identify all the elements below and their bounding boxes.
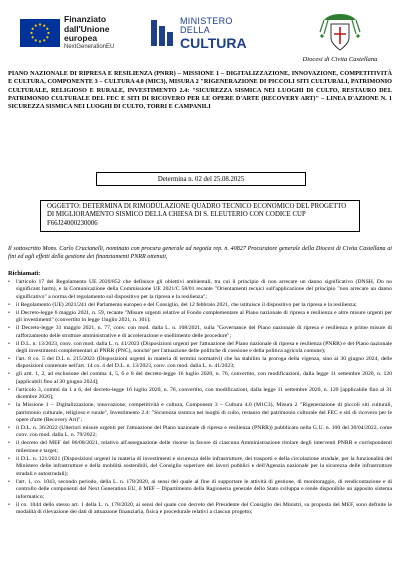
recalled-item-text: il co. 1044 dello stesso art. 1 della L. n. 178/2020, ai sensi del quale con decreto del Presidente del Consiglio dei Ministri, su proposta del MEF, sono definite le modalità di rilevazione dei dati di attuazione finanziaria, fisica e procedurale relativi a ciascun progetto; [16,501,392,515]
bullet-icon: • [8,356,10,363]
bullet-icon: • [8,440,10,447]
bullet-icon: • [8,455,10,462]
eu-flag-icon [20,19,60,47]
recalled-item-text: l'art. 1, co. 1043, secondo periodo, della L. n. 178/2020, ai sensi del quale al fine di supportare le attività di gestione, di monitoraggio, di rendicontazione e di controllo delle componenti del Next Generation EU, il MEF – Dipartimento della Ragioneria generale dello Stato sviluppa e rende disponibile un apposito sistema informatico; [16,478,392,500]
recalled-item-text: l'articolo 3, commi da 1 a 6, del decreto-legge 16 luglio 2020, n. 76, convertito, con modificazioni, dalla legge 11 settembre 2020, n. 120 [applicabile fino al 31 dicembre 2026]; [16,386,392,401]
bullet-icon: • [8,425,10,432]
document-header [0,10,400,62]
recalled-item [8,356,392,371]
bullet-icon: • [8,501,10,508]
recalled-item-text: il Decreto-legge 31 maggio 2021, n. 77, conv. con mod. dalla L. n. 108/2021, sulla "Governance del Piano nazionale di ripresa e resilienza e prime misure di rafforzamento delle strutture amministrative e di accelerazione e snellimento delle procedure"; [16,325,392,339]
bullet-icon: • [8,301,10,308]
eu-funding-logo [20,14,130,52]
recalled-item [8,502,392,517]
ministry-logo-line3: CULTURA [180,34,247,51]
ministry-logo-line1: MINISTERO [180,15,233,26]
eu-star [32,36,34,38]
recalled-heading: Richiamati: [8,270,41,277]
recalled-item [8,402,392,424]
determination-number: Determina n. 02 del 25.08.2025 [96,172,306,186]
recalled-item [8,387,392,402]
ministry-culture-logo [150,14,270,52]
document-title: PIANO NAZIONALE DI RIPRESA E RESILIENZA (PNRR) – MISSIONE 1 – DIGITALIZZAZIONE, INNOVAZIONE, COMPETITIVITÀ E CULTURA, COMPONENTE 3 – CULTURA 4.0 (MIC3), MISURA 2 "RIGENERAZIONE DI PICCOLI SITI CULTURALI, PATRIMONIO CULTURALE, RELIGIOSO E RURALE, INVESTIMENTO 2.4: "SICUREZZA SISMICA NEI LUOGHI DI CULTO, RESTAURO DEL PATRIMONIO CULTURALE DEL FEC E SITI DI RICOVERO PER LE OPERE D'ARTE (RECOVERY ART)" – LINEA D'AZIONE N. 1 SICUREZZA SISMICA NEI LUOGHI DI CULTO, TORRI E CAMPANILI [8,70,392,110]
eu-star [43,25,45,27]
recalled-item-text: gli artt. 1, 2, ad esclusione del comma 4, 5, 6 e 8 del decreto-legge 16 luglio 2020, n. 76, convertito, con modificazioni, dalla legge 11 settembre 2020, n. 120 [applicabili fino al 30 giugno 2024]; [16,371,392,385]
bullet-icon: • [8,402,10,409]
eu-star [46,36,48,38]
subject-box: OGGETTO: DETERMINA DI RIMODULAZIONE QUADRO TECNICO ECONOMICO DEL PROGETTO DI MIGLIORAMENTO SISMICO DELLA CHIESA DI S. ELEUTERIO CON CODICE CUP F66J24000230006 [40,200,360,232]
bullet-icon: • [8,371,10,378]
recalled-item-text: l'art. 8 co. 5 del D.L n. 215/2023 (Disposizioni urgenti in materia di termini normativi) che ha stabilito la proroga della vigenza, sino al 30 giugno 2024, delle disposizioni contenute nell'art. 14 co. 4 del D.L. n. 13/2023, conv. con mod. dalla L. n. 41/2023; [16,356,392,370]
eu-logo-line3: NextGenerationEU [64,44,115,51]
recalled-item [8,341,392,356]
recalled-item [8,456,392,478]
eu-star [35,25,37,27]
bullet-icon: • [8,279,10,285]
recalled-item-text: il decreto del MEF del 06/08/2021, relativo all'assegnazione delle risorse in favore di ciascuna Amministrazione titolare degli interventi PNRR e corrispondenti milestone e target; [16,440,392,454]
bullet-icon: • [8,478,10,485]
ministry-emblem-icon [150,18,176,48]
eu-star [35,39,37,41]
recalled-item-text: il D.L. n. 121/2021 (Disposizioni urgenti in materia di investimenti e sicurezza delle infrastrutture, dei trasporti e della circolazione stradale, per la funzionalità del Ministero delle infrastrutture e della mobilità sostenibili, del Consiglio superiore dei lavori pubblici e dell'Agenzia nazionale per la sicurezza delle infrastrutture stradali e autostradali); [16,455,392,477]
recalled-item-text: il Regolamento (UE) 2021/241 del Parlamento europeo e del Consiglio, del 12 febbraio 2021, che istituisce il dispositivo per la ripresa e la resilienza; [16,301,357,308]
recalled-list [8,279,392,517]
recalled-item [8,371,392,386]
recalled-item [8,310,392,325]
recalled-item [8,325,392,340]
eu-star [46,28,48,30]
ministry-logo-text [180,17,247,50]
eu-star [47,32,49,34]
recalled-item-text: il Decreto-legge 6 maggio 2021, n. 59, recante "Misure urgenti relative al Fondo complementare al Piano nazionale di ripresa e resilienza e altre misure urgenti per gli investimenti" (convertito in legge 1luglio 2021, n. 101); [16,309,392,324]
diocese-logo [288,10,392,66]
recalled-item [8,440,392,455]
recalled-item-text: il D.L. n. 36/2022 (Ulteriori misure urgenti per l'attuazione del Piano nazionale di ripresa e resilienza (PNRR)) pubblicato nella G.U. n. 100 del 30/04/2022, come conv. con mod. dalla L. n. 79/2022; [16,425,392,439]
eu-star [39,23,41,25]
recalled-item [8,302,392,309]
recalled-item-text: la Missione 1 – Digitalizzazione, innovazione, competitività e cultura, Component 3 – Cultura 4.0 (M1C3), Misura 2 "Rigenerazione di piccoli siti culturali, patrimonio culturale, religioso e rurale", Investimento 2.4: "Sicurezza sismica nei luoghi di culto, restauro del patrimonio culturale del FEC e siti di ricovero per le opere d'arte (Recovery Art)"; [16,402,392,424]
eu-star [39,40,41,42]
bullet-icon: • [8,325,10,332]
ministry-logo-line2: DELLA [180,24,211,35]
eu-star [43,39,45,41]
recalled-item-text: l'articolo 17 del Regolamento UE 2020/852 che definisce gli obiettivi ambientali, tra cui il principio di non arrecare un danno significativo (DNSH, Do no significant harm), e la Comunicazione della Commissione UE 2021/C 58/01 recante "Orientamenti tecnici sull'applicazione del principio "non arrecare un danno significativo" a norma del regolamento sul dispositivo per la ripresa e la resilienza"; [16,279,392,300]
recalled-item [8,479,392,501]
recalled-item [8,425,392,440]
diocese-caption: Diocesi di Civita Castellana [302,56,378,63]
eu-logo-line1: Finanziato [64,14,107,25]
eu-logo-line2: dall'Unione europea [64,23,110,43]
eu-star [32,28,34,30]
bullet-icon: • [8,386,10,393]
episcopal-coat-of-arms-icon [318,10,362,54]
intro-paragraph: Il sottoscritto Mons. Carlo Crucianelli, nominato con procura generale ad negotia rep. n. 40827 Procuratore generale della Diocesi di Civita Castellana ai fini ed agli effetti della gestione dei finanziamenti PNRR ottenuti, [8,246,392,261]
eu-logo-text [64,15,130,51]
recalled-item-text: il D.L. n. 13/2023, conv. con mod. dalla L. n. 41/2023 (Disposizioni urgenti per l'attuazione del Piano nazionale di ripresa e resilienza (PNRR) e del Piano nazionale degli investimenti complementari al PNRR (PNC), nonché' per l'attuazione delle politiche di coesione e della politica agricola comune); [16,340,392,355]
bullet-icon: • [8,309,10,316]
eu-star [30,32,32,34]
bullet-icon: • [8,340,10,347]
recalled-item [8,279,392,301]
